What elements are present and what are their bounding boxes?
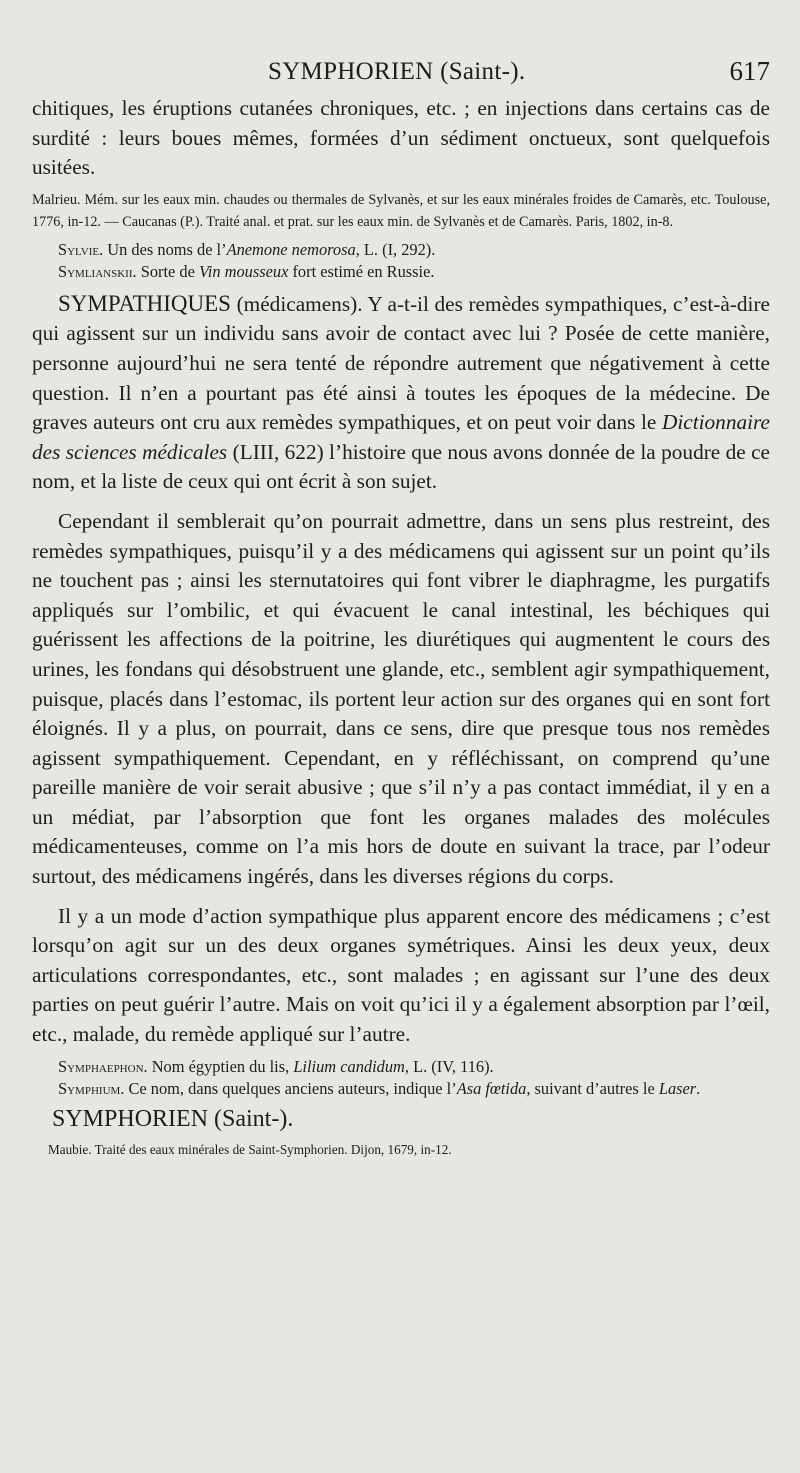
sympathiques-paragraph-3: Il y a un mode d’action sympathique plus apparent encore des médicamens ; c’est lorsqu’on agit sur un des deux organes symétriques. Ainsi les deux yeux, deux articulations correspondantes, etc., sont malades ; en agissant sur l’une des deux parties on peut guérir l’autre. Mais on voit qu’ici il y a également absorption par l’œil, etc., malade, du remède appliqué sur l’autre. — [32, 903, 770, 1047]
running-title: SYMPHORIEN (Saint-). — [268, 58, 526, 85]
entry-term: Symphium. — [58, 1078, 125, 1098]
page-number: 617 — [729, 56, 770, 86]
bibliography-note: Maubie. Traité des eaux minérales de Saint-Symphorien. Dijon, 1679, in-12. — [48, 1141, 452, 1157]
entry-sylvie: Sylvie. Un des noms de l’Anemone nemorosa, L. (I, 292). — [58, 239, 436, 259]
entry-symlianskii: Symlianskii. Sorte de Vin mousseux fort estimé en Russie. — [58, 261, 435, 281]
entry-symphaephon: Symphaephon. Nom égyptien du lis, Lilium candidum, L. (IV, 116). — [58, 1056, 494, 1076]
intro-paragraph: chitiques, les éruptions cutanées chroniques, etc. ; en injections dans certains cas de surdité : leurs boues mêmes, formées d’un sédiment onctueux, sont quelquefois usitées. — [32, 96, 770, 180]
running-header — [32, 54, 770, 94]
sympathiques-paragraph-2: Cependant il semblerait qu’on pourrait admettre, dans un sens plus restreint, des remèdes sympathiques, puisqu’il y a des médicamens qui agissent sur un point qu’ils ne touchent pas ; ainsi les sternutatoires qui font vibrer le diaphragme, les purgatifs appliqués sur l’ombilic, et qui évacuent le canal intestinal, les béchiques qui guérissent les affections de la poitrine, les diurétiques qui augmentent le cours des urines, les fondans qui désobstruent une glande, etc., semblent agir sympathiquement, puisque, placés dans l’estomac, ils portent leur action sur des organes qui en sont fort éloignés. Il y a plus, on pourrait, dans ce sens, dire que presque tous nos remèdes agissent sympathiquement. Cependant, en y réfléchissant, on comprend qu’une pareille manière de voir serait abusive ; que s’il n’y a pas contact immédiat, il y en a un médiat, par l’absorption que font les organes malades des molécules médicamenteuses, comme on l’a mis hors de doute en suivant la trace, par l’odeur surtout, des médicamens ingérés, dans les diverses régions du corps. — [32, 508, 770, 889]
book-title: Dictionnaire des sciences médicales — [32, 410, 770, 464]
entry-symphium: Symphium. Ce nom, dans quelques anciens auteurs, indique l’Asa fœtida, suivant d’autres le Laser. — [58, 1078, 701, 1098]
sympathiques-paragraph-1: SYMPATHIQUES (médicamens). Y a-t-il des remèdes sympathiques, c’est-à-dire qui agissent sur un individu sans avoir de contact avec lui ? Posée de cette manière, personne aujourd’hui ne sera tenté de répondre autrement que négativement à cette question. Il n’en a pourtant pas été ainsi à toutes les époques de la médecine. De graves auteurs ont cru aux remèdes sympathiques, et on peut voir dans le Dictionnaire des sciences médicales (LIII, 622) l’histoire que nous avons donnée de la poudre de ce nom, et la liste de ceux qui ont écrit à son sujet. — [32, 290, 770, 494]
section-heading: SYMPHORIEN (Saint-). — [52, 1105, 294, 1132]
headword: SYMPATHIQUES — [58, 290, 231, 316]
entry-term: Symlianskii. — [58, 261, 137, 281]
bibliography-note: Malrieu. Mém. sur les eaux min. chaudes ou thermales de Sylvanès, et sur les eaux minérales froides de Camarès, etc. Toulouse, 1776, in-12. — Caucanas (P.). Traité anal. et prat. sur les eaux min. de Sylvanès et de Camarès. Paris, 1802, in-8. — [32, 191, 770, 230]
entry-term: Sylvie. — [58, 239, 104, 259]
entry-term: Symphaephon. — [58, 1056, 148, 1076]
